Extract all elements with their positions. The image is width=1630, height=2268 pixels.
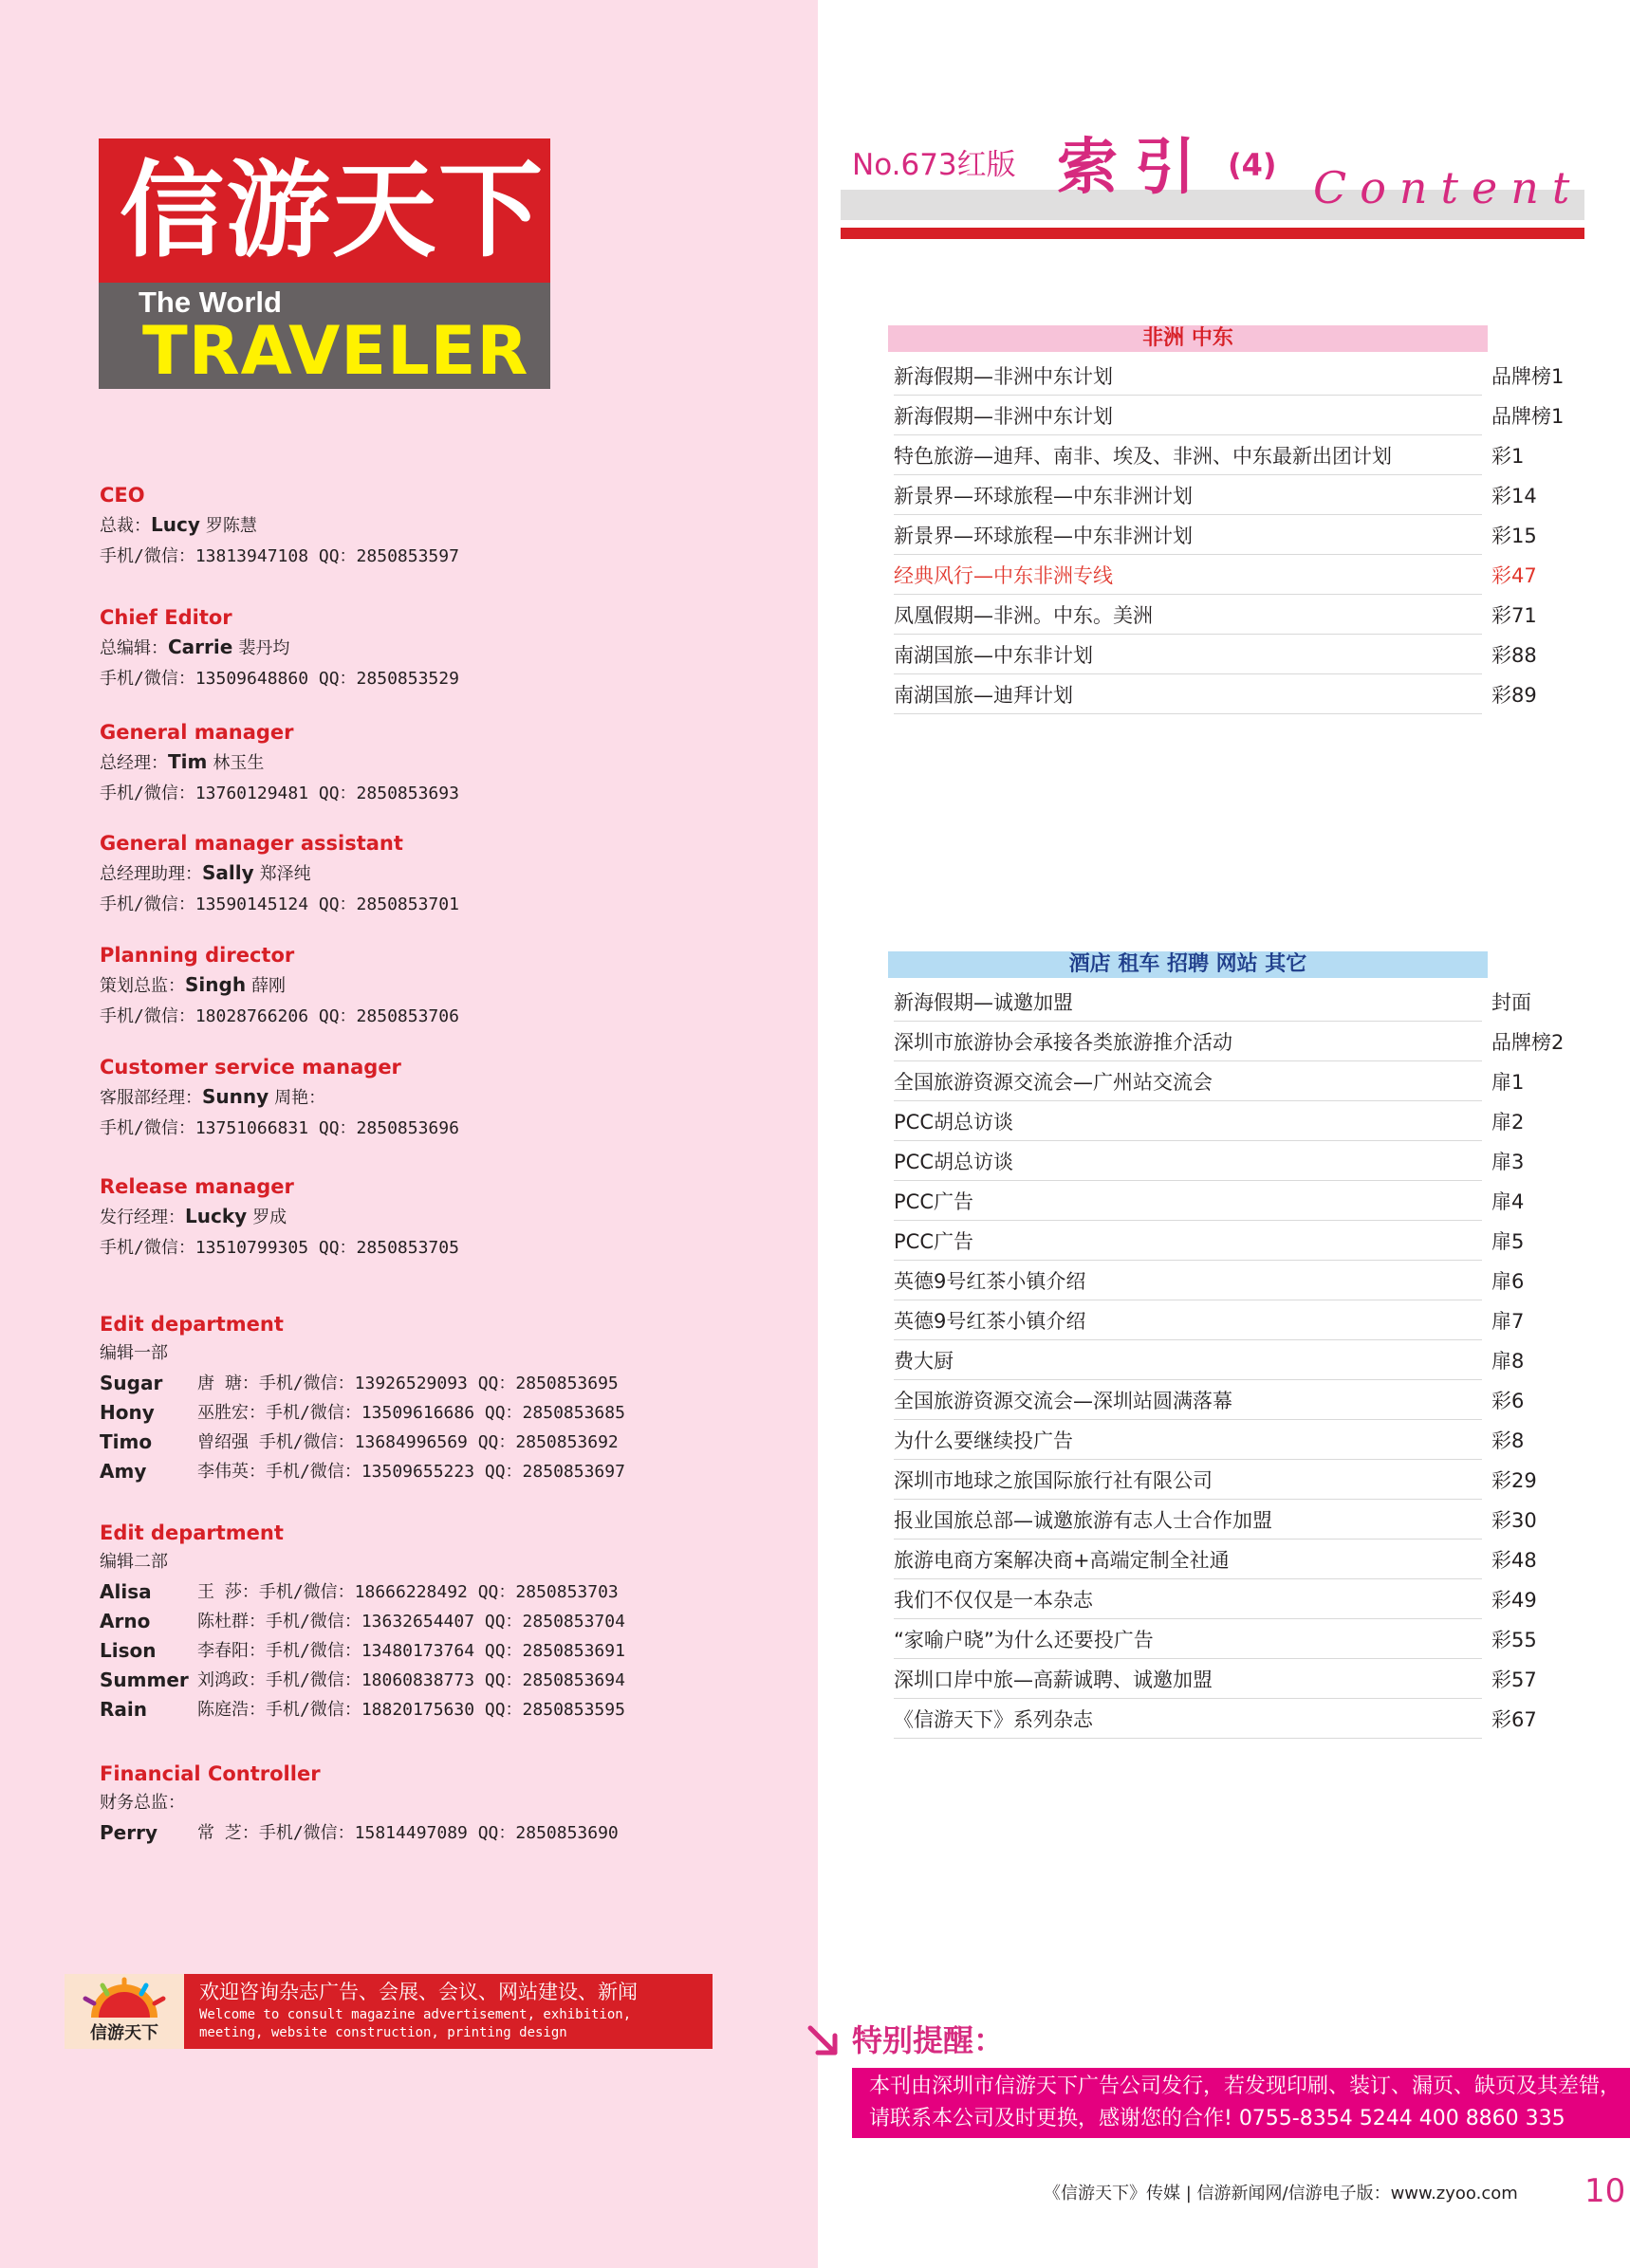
- staff-planning-director: [100, 941, 459, 1032]
- index-entry-page: 彩1: [1491, 445, 1525, 468]
- index-entry-title: 我们不仅仅是一本杂志: [894, 1579, 1482, 1619]
- index-entry-page: 品牌榜2: [1491, 1031, 1565, 1054]
- staff-role: 总经理助理：: [100, 864, 202, 884]
- index-entry-page: 扉5: [1491, 1230, 1525, 1253]
- index-row-highlighted[interactable]: [888, 555, 1564, 595]
- index-entry-page: 彩30: [1491, 1509, 1537, 1532]
- index-entry-title: 深圳市地球之旅国际旅行社有限公司: [894, 1460, 1482, 1500]
- staff-general-manager: [100, 718, 459, 809]
- dept-title: Edit department: [100, 1521, 284, 1544]
- index-entry-page: 彩15: [1491, 525, 1537, 547]
- member-name: Summer: [100, 1669, 189, 1691]
- index-entry-title: 经典风行—中东非洲专线: [894, 555, 1482, 595]
- staff-contact: 手机/微信：13590145124 QQ：2850853701: [100, 894, 459, 914]
- staff-title: Customer service manager: [100, 1056, 401, 1079]
- index-entry-page: 彩6: [1491, 1390, 1525, 1412]
- dept-member: [100, 1818, 707, 1848]
- dept-member: [100, 1666, 707, 1695]
- member-name: Lison: [100, 1639, 157, 1662]
- index-entry-title: 费大厨: [894, 1340, 1482, 1380]
- index-row[interactable]: [888, 1141, 1564, 1181]
- index-row[interactable]: [888, 1699, 1564, 1739]
- index-entry-title: PCC广告: [894, 1181, 1482, 1221]
- staff-contact: 手机/微信：13510799305 QQ：2850853705: [100, 1238, 459, 1258]
- index-entry-page: 彩55: [1491, 1629, 1537, 1651]
- index-section-hotels-other: [888, 951, 1564, 1739]
- staff-role: 发行经理：: [100, 1208, 185, 1227]
- dept-subtitle: 编辑一部: [100, 1343, 168, 1363]
- staff-role-line: [100, 509, 459, 542]
- index-row[interactable]: [888, 1340, 1564, 1380]
- consult-banner-text-block: [184, 1974, 713, 2049]
- index-entry-page: 扉4: [1491, 1190, 1525, 1213]
- dept-subtitle: 编辑二部: [100, 1552, 168, 1572]
- staff-cn-name: 罗成: [252, 1208, 287, 1227]
- index-row[interactable]: [888, 435, 1564, 475]
- member-name: Alisa: [100, 1580, 152, 1603]
- index-entry-page: 扉6: [1491, 1270, 1525, 1293]
- index-entry-page: 扉8: [1491, 1350, 1525, 1373]
- dept-member: [100, 1607, 707, 1636]
- index-entry-page: 品牌榜1: [1491, 365, 1565, 388]
- index-entry-title: 英德9号红茶小镇介绍: [894, 1300, 1482, 1340]
- small-logo: [65, 1974, 184, 2049]
- staff-role-line: [100, 747, 459, 779]
- index-entry-title: 报业国旅总部—诚邀旅游有志人士合作加盟: [894, 1500, 1482, 1540]
- index-row[interactable]: [888, 1420, 1564, 1460]
- consult-banner: [65, 1974, 713, 2049]
- dept-subtitle: 财务总监：: [100, 1793, 185, 1813]
- member-name: Arno: [100, 1610, 151, 1632]
- staff-customer-service: [100, 1053, 459, 1144]
- index-row[interactable]: [888, 635, 1564, 674]
- index-row[interactable]: [888, 1101, 1564, 1141]
- notice-box: [852, 2068, 1630, 2138]
- member-info: 陈庭浩：手机/微信：18820175630 QQ：2850853595: [197, 1700, 625, 1720]
- index-entry-title: 南湖国旅—迪拜计划: [894, 674, 1482, 714]
- dept-member: [100, 1457, 707, 1486]
- index-row[interactable]: [888, 1460, 1564, 1500]
- staff-release-manager: [100, 1172, 459, 1263]
- section-heading: 非洲 中东: [888, 325, 1488, 352]
- staff-title: Release manager: [100, 1175, 294, 1198]
- index-entry-page: 彩48: [1491, 1549, 1537, 1572]
- index-entry-title: 新景界—环球旅程—中东非洲计划: [894, 475, 1482, 515]
- index-entry-title: 为什么要继续投广告: [894, 1420, 1482, 1460]
- logo-chinese-title: 信游天下: [120, 149, 545, 271]
- dept-member: [100, 1636, 707, 1666]
- staff-name: Carrie: [168, 636, 233, 658]
- index-row[interactable]: [888, 1579, 1564, 1619]
- edit-department-two: [100, 1519, 707, 1724]
- index-entry-title: 英德9号红茶小镇介绍: [894, 1261, 1482, 1300]
- index-row[interactable]: [888, 674, 1564, 714]
- index-entry-page: 彩47: [1491, 564, 1537, 587]
- member-info: 陈杜群：手机/微信：13632654407 QQ：2850853704: [197, 1612, 625, 1632]
- index-row[interactable]: [888, 1300, 1564, 1340]
- index-entry-page: 扉7: [1491, 1310, 1525, 1333]
- issue-number: No.673红版: [852, 148, 1016, 182]
- staff-contact: 手机/微信：18028766206 QQ：2850853706: [100, 1006, 459, 1026]
- staff-chief-editor: [100, 603, 459, 694]
- notice-heading: 特别提醒：: [852, 2022, 1005, 2058]
- member-info: 王 莎：手机/微信：18666228492 QQ：2850853703: [197, 1582, 619, 1602]
- staff-contact: 手机/微信：13813947108 QQ：2850853597: [100, 546, 459, 566]
- index-row[interactable]: [888, 356, 1564, 396]
- index-entry-page: 彩71: [1491, 604, 1537, 627]
- staff-contact: 手机/微信：13760129481 QQ：2850853693: [100, 784, 459, 803]
- index-entry-page: 彩49: [1491, 1589, 1537, 1612]
- staff-cn-name: 周艳：: [274, 1088, 326, 1108]
- index-row[interactable]: [888, 1022, 1564, 1061]
- banner-chinese-text: 欢迎咨询杂志广告、会展、会议、网站建设、新闻: [199, 1981, 638, 2003]
- staff-role: 总裁：: [100, 516, 151, 536]
- index-entry-title: 深圳口岸中旅—高薪诚聘、诚邀加盟: [894, 1659, 1482, 1699]
- dept-member: [100, 1398, 707, 1428]
- index-entry-title: 新景界—环球旅程—中东非洲计划: [894, 515, 1482, 555]
- edit-department-one: [100, 1310, 707, 1486]
- staff-role-line: [100, 1081, 459, 1114]
- index-entry-page: 彩89: [1491, 684, 1537, 707]
- section-heading: 酒店 租车 招聘 网站 其它: [888, 951, 1488, 978]
- index-entry-title: 特色旅游—迪拜、南非、埃及、非洲、中东最新出团计划: [894, 435, 1482, 475]
- index-entry-page: 封面: [1491, 991, 1531, 1014]
- member-info: 巫胜宏：手机/微信：13509616686 QQ：2850853685: [197, 1403, 625, 1423]
- staff-gm-assistant: [100, 829, 459, 920]
- index-entry-page: 彩14: [1491, 485, 1537, 507]
- header-red-rule: [841, 228, 1584, 239]
- dept-member: [100, 1369, 707, 1398]
- member-info: 唐 瑭：手机/微信：13926529093 QQ：2850853695: [197, 1374, 619, 1393]
- staff-role: 总编辑：: [100, 638, 168, 658]
- index-row[interactable]: [888, 396, 1564, 435]
- index-entry-page: 品牌榜1: [1491, 405, 1565, 428]
- index-entry-page: 彩8: [1491, 1429, 1525, 1452]
- staff-role: 客服部经理：: [100, 1088, 202, 1108]
- index-part-number: (4): [1228, 147, 1277, 183]
- notice-line-1: 本刊由深圳市信游天下广告公司发行，若发现印刷、装订、漏页、缺页及其差错，: [869, 2074, 1621, 2098]
- member-info: 李伟英：手机/微信：13509655223 QQ：2850853697: [197, 1462, 625, 1482]
- notice-line-2: 请联系本公司及时更换，感谢您的合作! 0755-8354 5244 400 8860 335: [869, 2107, 1565, 2130]
- index-entry-title: PCC广告: [894, 1221, 1482, 1261]
- staff-cn-name: 林玉生: [213, 753, 265, 773]
- staff-role: 策划总监：: [100, 976, 185, 996]
- index-entry-title: 深圳市旅游协会承接各类旅游推介活动: [894, 1022, 1482, 1061]
- index-entry-title: PCC胡总访谈: [894, 1141, 1482, 1181]
- dept-member: [100, 1577, 707, 1607]
- index-entry-title: 全国旅游资源交流会—广州站交流会: [894, 1061, 1482, 1101]
- staff-role-line: [100, 969, 459, 1002]
- logo-the-world: The World: [139, 286, 282, 319]
- index-entry-title: 凤凰假期—非洲。中东。美洲: [894, 595, 1482, 635]
- index-row[interactable]: [888, 1181, 1564, 1221]
- financial-controller: [100, 1760, 707, 1848]
- index-entry-title: “家喻户晓”为什么还要投广告: [894, 1619, 1482, 1659]
- member-name: Perry: [100, 1821, 157, 1844]
- index-row[interactable]: [888, 1061, 1564, 1101]
- logo-traveler: TRAVELER: [142, 312, 529, 390]
- staff-cn-name: 薛刚: [251, 976, 287, 996]
- staff-ceo: [100, 481, 459, 572]
- staff-name: Sunny: [202, 1085, 269, 1108]
- member-info: 曾绍强 手机/微信：13684996569 QQ：2850853692: [197, 1432, 619, 1452]
- staff-title: Planning director: [100, 944, 295, 967]
- arrow-down-right-icon: [806, 2024, 841, 2058]
- staff-title: CEO: [100, 484, 145, 507]
- index-header: [841, 133, 1584, 239]
- index-row[interactable]: [888, 1261, 1564, 1300]
- index-entry-title: 全国旅游资源交流会—深圳站圆满落幕: [894, 1380, 1482, 1420]
- index-entry-title: 旅游电商方案解决商+高端定制全社通: [894, 1540, 1482, 1579]
- index-row[interactable]: [888, 1221, 1564, 1261]
- index-row[interactable]: [888, 515, 1564, 555]
- index-row[interactable]: [888, 1540, 1564, 1579]
- staff-name: Lucky: [185, 1205, 248, 1227]
- index-row[interactable]: [888, 475, 1564, 515]
- staff-title: Chief Editor: [100, 606, 232, 629]
- index-entry-title: 新海假期—非洲中东计划: [894, 356, 1482, 396]
- dept-title: Financial Controller: [100, 1762, 321, 1785]
- staff-role-line: [100, 632, 459, 664]
- dept-title: Edit department: [100, 1313, 284, 1336]
- dept-member: [100, 1695, 707, 1724]
- staff-cn-name: 裴丹均: [238, 638, 290, 658]
- index-row[interactable]: [888, 1380, 1564, 1420]
- index-row[interactable]: [888, 1500, 1564, 1540]
- member-info: 李春阳：手机/微信：13480173764 QQ：2850853691: [197, 1641, 625, 1661]
- index-entry-page: 扉3: [1491, 1151, 1525, 1173]
- index-entry-title: 新海假期—非洲中东计划: [894, 396, 1482, 435]
- staff-name: Lucy: [151, 513, 200, 536]
- index-entry-title: 南湖国旅—中东非计划: [894, 635, 1482, 674]
- staff-name: Singh: [185, 973, 247, 996]
- member-info: 刘鸿政：手机/微信：18060838773 QQ：2850853694: [197, 1670, 625, 1690]
- staff-contact: 手机/微信：13751066831 QQ：2850853696: [100, 1118, 459, 1138]
- index-entry-title: 新海假期—诚邀加盟: [894, 982, 1482, 1022]
- staff-role-line: [100, 1201, 459, 1233]
- footer-credit: 《信游天下》传媒 | 信游新闻网/信游电子版：www.zyoo.com: [1044, 2184, 1518, 2203]
- index-section-africa-middle-east: [888, 325, 1564, 714]
- member-name: Sugar: [100, 1372, 163, 1394]
- staff-cn-name: 郑泽纯: [259, 864, 311, 884]
- staff-contact: 手机/微信：13509648860 QQ：2850853529: [100, 669, 459, 689]
- member-name: Timo: [100, 1430, 153, 1453]
- index-entry-page: 彩57: [1491, 1669, 1537, 1691]
- index-entry-page: 彩29: [1491, 1469, 1537, 1492]
- member-name: Amy: [100, 1460, 147, 1483]
- index-row[interactable]: [888, 982, 1564, 1022]
- staff-title: General manager: [100, 721, 294, 744]
- small-logo-text: 信游天下: [90, 2023, 158, 2043]
- index-row[interactable]: [888, 595, 1564, 635]
- page-number: 10: [1584, 2172, 1626, 2210]
- index-entry-page: 彩67: [1491, 1708, 1537, 1731]
- staff-role-line: [100, 857, 459, 890]
- banner-english-line2: meeting, website construction, printing design: [199, 2025, 567, 2040]
- staff-role: 总经理：: [100, 753, 168, 773]
- index-entry-page: 扉2: [1491, 1111, 1525, 1134]
- content-script-title: Content: [1313, 162, 1584, 213]
- index-title: 索引: [1057, 133, 1213, 203]
- staff-name: Tim: [168, 750, 208, 773]
- index-entry-page: 彩88: [1491, 644, 1537, 667]
- index-row[interactable]: [888, 1619, 1564, 1659]
- index-row[interactable]: [888, 1659, 1564, 1699]
- member-name: Hony: [100, 1401, 155, 1424]
- magazine-logo: [99, 138, 550, 389]
- staff-name: Sally: [202, 861, 254, 884]
- index-entry-title: 《信游天下》系列杂志: [894, 1699, 1482, 1739]
- index-entry-page: 扉1: [1491, 1071, 1525, 1094]
- staff-cn-name: 罗陈慧: [205, 516, 257, 536]
- member-info: 常 芝：手机/微信：15814497089 QQ：2850853690: [197, 1823, 619, 1843]
- member-name: Rain: [100, 1698, 147, 1721]
- staff-title: General manager assistant: [100, 832, 403, 855]
- banner-english-line1: Welcome to consult magazine advertisement, exhibition,: [199, 2007, 632, 2022]
- index-entry-title: PCC胡总访谈: [894, 1101, 1482, 1141]
- dept-member: [100, 1428, 707, 1457]
